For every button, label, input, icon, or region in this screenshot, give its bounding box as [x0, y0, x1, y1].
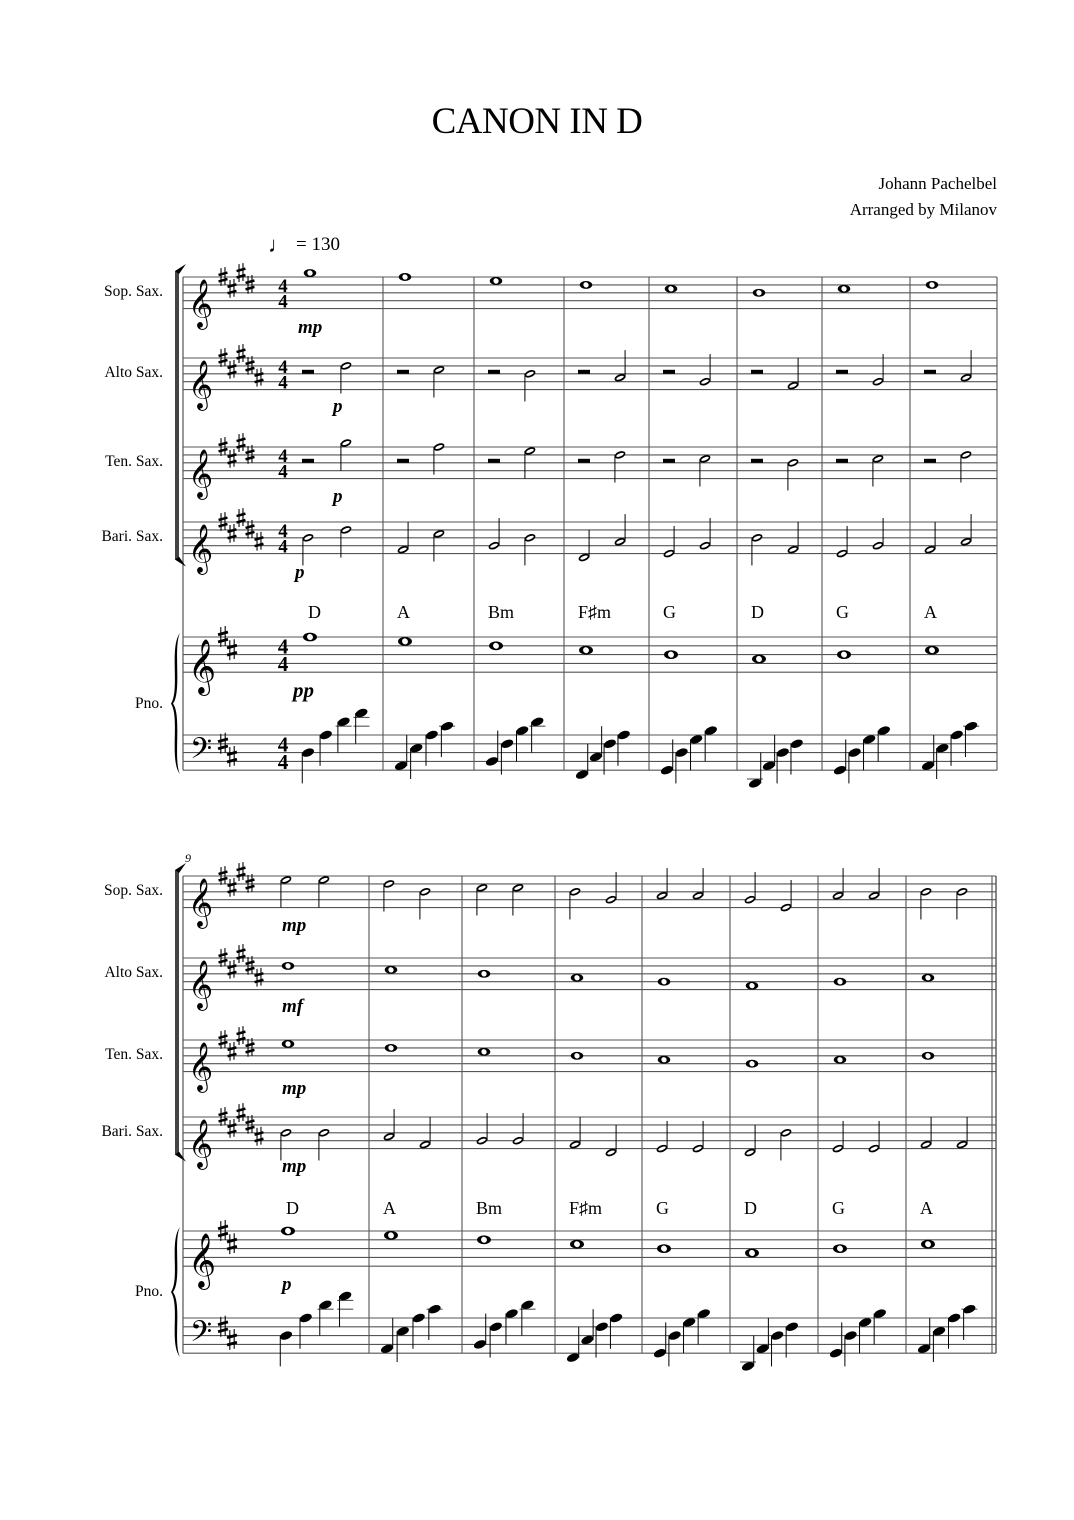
chord-symbol: D	[286, 1198, 299, 1218]
sharp-icon	[237, 950, 246, 959]
sharp-icon	[255, 373, 264, 382]
half-rest-icon	[751, 370, 763, 374]
sharp-icon	[237, 1109, 246, 1118]
instrument-label-alto-s2: Alto Sax.	[104, 963, 163, 981]
treble-clef-icon: 𝄞	[188, 1232, 217, 1288]
sharp-icon	[230, 746, 234, 767]
sharp-icon	[255, 973, 264, 982]
sharp-icon	[227, 752, 237, 762]
sharp-icon	[257, 368, 261, 387]
sharp-icon	[228, 1124, 237, 1133]
half-rest-icon	[397, 370, 409, 374]
quarter-note	[424, 729, 439, 741]
treble-clef-icon: 𝄞	[188, 1041, 214, 1092]
quarter-note	[789, 738, 804, 750]
sharp-icon	[239, 862, 243, 881]
treble-clef-icon: 𝄞	[188, 638, 217, 694]
dynamic-mp: mp	[282, 1078, 307, 1099]
sharp-icon	[230, 1119, 234, 1138]
sharp-icon	[227, 645, 237, 655]
instrument-label-sop-s2: Sop. Sax.	[104, 881, 163, 899]
sharp-icon	[255, 537, 264, 546]
quarter-note	[950, 729, 965, 741]
time-signature-bottom: 4	[278, 461, 288, 483]
treble-clef-icon: 𝄞	[188, 1118, 214, 1169]
sharp-icon	[255, 1132, 264, 1141]
quarter-note	[427, 1303, 442, 1315]
chord-symbol: Bm	[488, 602, 515, 622]
quarter-note	[485, 756, 500, 768]
sharp-icon	[237, 269, 246, 278]
sharp-icon	[227, 1239, 237, 1249]
quarter-note	[411, 1312, 426, 1324]
quarter-note	[653, 1347, 668, 1359]
sharp-icon	[239, 344, 243, 363]
quarter-note	[298, 1312, 313, 1324]
quarter-note	[785, 1321, 800, 1333]
piano-brace	[171, 633, 180, 774]
time-signature-bottom: 4	[277, 652, 289, 677]
sharp-icon	[230, 1233, 234, 1254]
sharp-icon	[228, 965, 237, 974]
quarter-note	[279, 1330, 294, 1342]
quarter-note	[964, 720, 979, 732]
sharp-icon	[257, 968, 261, 987]
chord-symbol: G	[832, 1198, 845, 1218]
quarter-note	[500, 738, 515, 750]
dynamic-p: p	[333, 486, 343, 507]
sharp-icon	[228, 284, 237, 293]
instrument-label-ten-s2: Ten. Sax.	[105, 1045, 163, 1063]
tempo-value: = 130	[296, 234, 340, 255]
measure-number: 9	[185, 851, 191, 865]
treble-clef-icon: 𝄞	[188, 959, 214, 1010]
chord-symbol: D	[751, 602, 764, 622]
chord-symbol: G	[663, 602, 676, 622]
time-signature-top: 4	[278, 445, 288, 467]
time-signature-top: 4	[277, 732, 289, 757]
treble-clef-icon: 𝄞	[188, 278, 214, 329]
time-signature-bottom: 4	[278, 291, 288, 313]
treble-clef-icon: 𝄞	[188, 877, 214, 928]
chord-symbol: D	[744, 1198, 757, 1218]
sharp-icon	[230, 449, 234, 468]
quarter-note	[319, 729, 334, 741]
sharp-icon	[230, 279, 234, 298]
composer-credit: Johann Pachelbel	[878, 174, 997, 193]
instrument-label-ten-s1: Ten. Sax.	[105, 452, 163, 470]
quarter-note-icon: ♩	[268, 232, 290, 257]
sharp-icon	[239, 1103, 243, 1122]
chord-symbol: D	[308, 602, 321, 622]
sharp-icon	[239, 263, 243, 282]
half-rest-icon	[836, 370, 848, 374]
time-signature-top: 4	[278, 275, 288, 297]
quarter-note	[847, 747, 862, 759]
sharp-icon	[239, 433, 243, 452]
sharp-icon	[228, 454, 237, 463]
time-signature-bottom: 4	[277, 750, 289, 775]
sharp-icon	[239, 508, 243, 527]
quarter-note	[776, 747, 791, 759]
quarter-note	[770, 1330, 785, 1342]
half-rest-icon	[488, 370, 500, 374]
quarter-note	[440, 720, 455, 732]
system-2	[171, 851, 996, 1372]
quarter-note	[609, 1312, 624, 1324]
treble-clef-icon: 𝄞	[188, 359, 214, 410]
quarter-note	[473, 1339, 488, 1351]
half-rest-icon	[302, 459, 314, 463]
dynamic-mp: mp	[298, 317, 323, 338]
half-rest-icon	[663, 370, 675, 374]
sharp-icon	[239, 1026, 243, 1045]
sharp-icon	[230, 1329, 234, 1350]
chord-symbol: F♯m	[578, 602, 612, 622]
time-signature-top: 4	[278, 520, 288, 542]
sharp-icon	[228, 529, 237, 538]
quarter-note	[843, 1330, 858, 1342]
score-title: CANON IN D	[431, 101, 643, 142]
sharp-icon	[237, 514, 246, 523]
dynamic-pp: pp	[293, 678, 314, 702]
sharp-icon	[239, 944, 243, 963]
quarter-note	[667, 1330, 682, 1342]
quarter-note	[595, 1321, 610, 1333]
chord-symbol: A	[397, 602, 410, 622]
quarter-note	[301, 747, 316, 759]
dynamic-mp: mp	[282, 915, 307, 936]
treble-clef-icon: 𝄞	[188, 448, 214, 499]
chord-symbol: A	[383, 1198, 396, 1218]
half-rest-icon	[751, 459, 763, 463]
sharp-icon	[230, 960, 234, 979]
sharp-icon	[228, 883, 237, 892]
chord-symbol: G	[836, 602, 849, 622]
sharp-icon	[230, 524, 234, 543]
piano-brace	[171, 1227, 180, 1357]
time-signature-top: 4	[278, 356, 288, 378]
sharp-icon	[237, 439, 246, 448]
instrument-label-sop-s1: Sop. Sax.	[104, 282, 163, 300]
quarter-note	[962, 1303, 977, 1315]
bass-clef-icon: 𝄢	[190, 1315, 213, 1356]
half-rest-icon	[578, 370, 590, 374]
sharp-icon	[237, 1032, 246, 1041]
sharp-icon	[237, 350, 246, 359]
quarter-note	[660, 764, 675, 776]
chord-symbol: A	[920, 1198, 933, 1218]
sharp-icon	[228, 1047, 237, 1056]
instrument-label-bari-s1: Bari. Sax.	[101, 527, 163, 545]
arranger-credit: Arranged by Milanov	[849, 200, 997, 219]
sharp-icon	[230, 878, 234, 897]
quarter-note	[829, 1347, 844, 1359]
sharp-icon	[230, 360, 234, 379]
quarter-note	[674, 747, 689, 759]
ensemble-bracket	[175, 870, 179, 1155]
instrument-label-pno-s2: Pno.	[135, 1283, 163, 1301]
time-signature-bottom: 4	[278, 536, 288, 558]
sharp-icon	[228, 365, 237, 374]
sharp-icon	[257, 1127, 261, 1146]
chord-symbol: F♯m	[569, 1198, 603, 1218]
chord-symbol: G	[656, 1198, 669, 1218]
sharp-icon	[230, 639, 234, 660]
quarter-note	[833, 764, 848, 776]
instrument-label-pno-s1: Pno.	[135, 694, 163, 712]
chord-symbol: Bm	[476, 1198, 503, 1218]
dynamic-p: p	[295, 562, 305, 583]
half-rest-icon	[836, 459, 848, 463]
instrument-label-bari-s2: Bari. Sax.	[101, 1122, 163, 1140]
half-rest-icon	[397, 459, 409, 463]
treble-clef-icon: 𝄞	[188, 523, 214, 574]
dynamic-mp: mp	[282, 1156, 307, 1177]
quarter-note	[489, 1321, 504, 1333]
sharp-icon	[230, 1042, 234, 1061]
sharp-icon	[257, 532, 261, 551]
half-rest-icon	[924, 370, 936, 374]
quarter-note	[947, 1312, 962, 1324]
quarter-note	[616, 729, 631, 741]
chord-symbol: A	[924, 602, 937, 622]
quarter-note	[603, 738, 618, 750]
dynamic-p: p	[333, 396, 343, 417]
dynamic-mf: mf	[282, 996, 304, 1017]
ensemble-bracket	[175, 271, 179, 560]
instrument-label-alto-s1: Alto Sax.	[104, 363, 163, 381]
bass-clef-icon: 𝄢	[190, 732, 213, 773]
time-signature-bottom: 4	[278, 372, 288, 394]
time-signature-top: 4	[277, 634, 289, 659]
half-rest-icon	[302, 370, 314, 374]
dynamic-p: p	[282, 1274, 292, 1295]
half-rest-icon	[578, 459, 590, 463]
system-1	[171, 263, 997, 789]
half-rest-icon	[663, 459, 675, 463]
sharp-icon	[227, 1335, 237, 1345]
sharp-icon	[237, 868, 246, 877]
half-rest-icon	[488, 459, 500, 463]
half-rest-icon	[924, 459, 936, 463]
